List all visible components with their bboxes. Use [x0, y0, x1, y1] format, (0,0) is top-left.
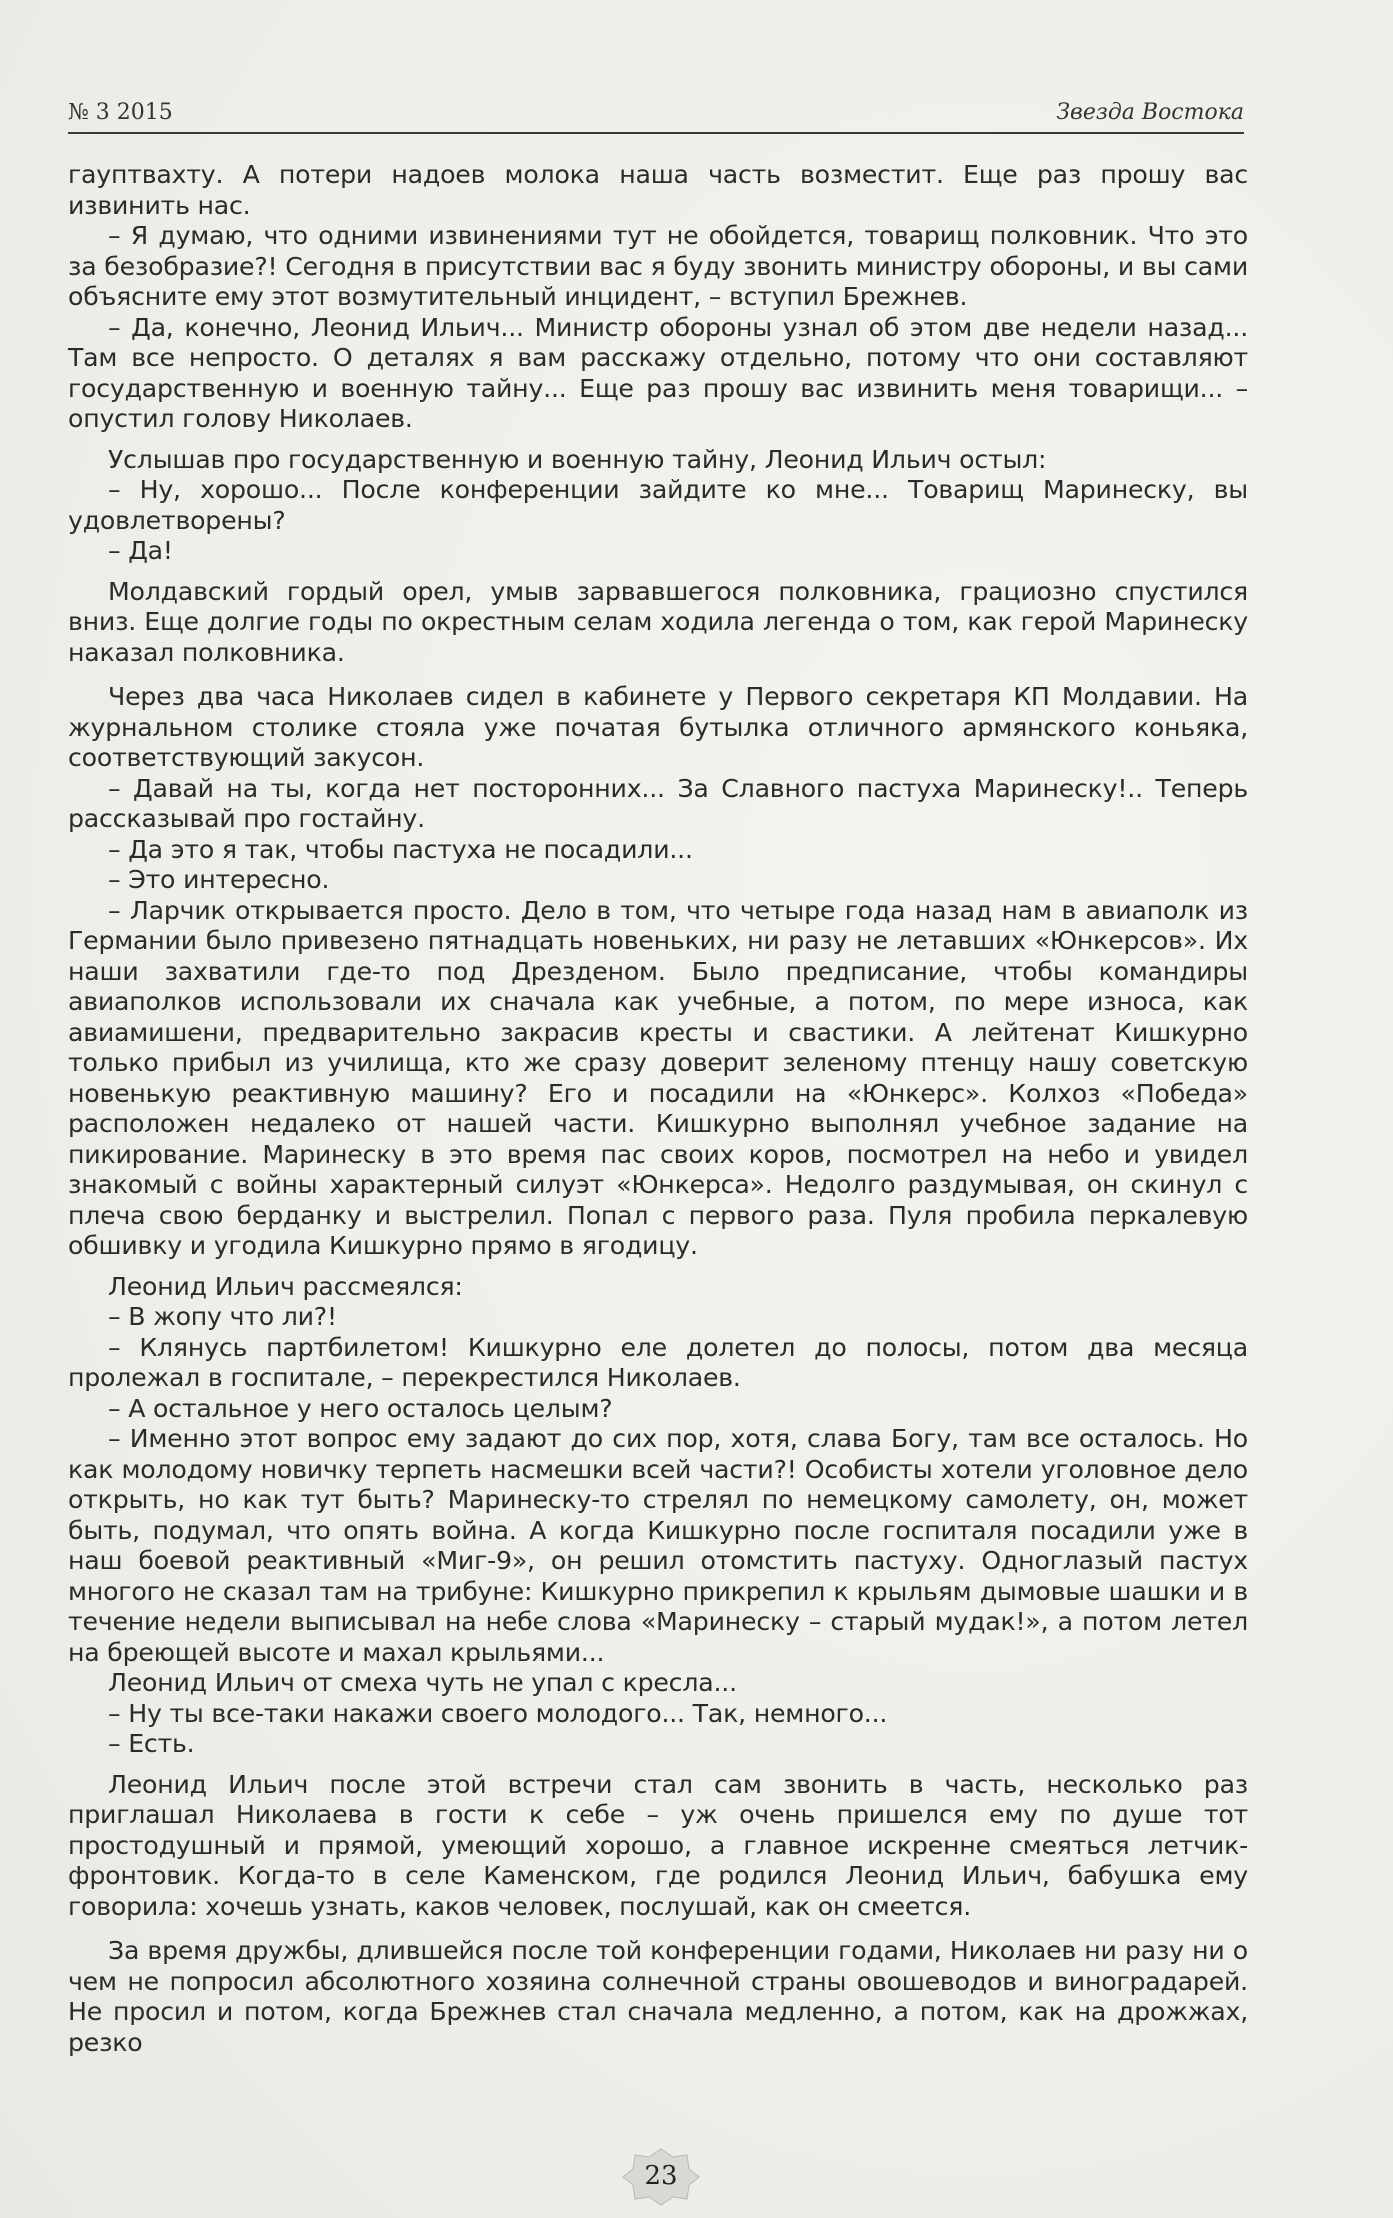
- paragraph: гауптвахту. А потери надоев молока наша часть возместит. Еще раз прошу вас извинить нас.: [68, 160, 1248, 220]
- paragraph: За время дружбы, длившейся после той конференции годами, Николаев ни разу ни о чем не попросил абсолютного хозяина солнечной страны овошеводов и виноградарей. Не просил и потом, когда Брежнев стал сначала медленно, а потом, как на дрожжах, резко: [68, 1936, 1248, 2057]
- running-header: [68, 96, 1244, 134]
- page-number: 23: [644, 2161, 678, 2191]
- paragraph: – Ну ты все-таки накажи своего молодого... Так, немного...: [108, 1698, 888, 1728]
- paragraph: – Есть.: [108, 1729, 195, 1758]
- paragraph: Леонид Ильич после этой встречи стал сам звонить в часть, несколько раз приглашал Николаева в гости к себе – уж очень пришелся ему по душе тот простодушный и прямой, умеющий хорошо, а главное искренне смеяться летчик-фронтовик. Когда-то в селе Каменском, где родился Леонид Ильич, бабушка ему говорила: хочешь узнать, каков человек, послушай, как он смеется.: [68, 1769, 1248, 1921]
- journal-title: Звезда Востока: [1056, 100, 1244, 125]
- article-body: [68, 160, 1248, 2058]
- paragraph: Леонид Ильич рассмеялся:: [108, 1271, 463, 1301]
- issue-number: № 3 2015: [68, 100, 173, 125]
- paragraph: – Я думаю, что одними извинениями тут не обойдется, товарищ полковник. Что это за безобразие?! Сегодня в присутствии вас я буду звонить министру обороны, и вы сами объясните ему этот возмутительный инцидент, – вступил Брежнев.: [68, 221, 1248, 311]
- paragraph: – Да, конечно, Леонид Ильич... Министр обороны узнал об этом две недели назад... Там все непросто. О деталях я вам расскажу отдельно, потому что они составляют государственную и военную тайну... Еще раз прошу вас извинить меня товарищи... – опустил голову Николаев.: [68, 312, 1248, 433]
- paragraph: – Да!: [108, 536, 173, 565]
- paragraph: Леонид Ильич от смеха чуть не упал с кресла...: [108, 1668, 737, 1697]
- paragraph: – В жопу что ли?!: [108, 1302, 337, 1331]
- paragraph: Через два часа Николаев сидел в кабинете у Первого секретаря КП Молдавии. На журнальном столике стояла уже початая бутылка отличного армянского коньяка, соответствующий закусон.: [68, 682, 1248, 772]
- paragraph: – Это интересно.: [108, 865, 330, 894]
- paragraph: – Давай на ты, когда нет посторонних... За Славного пастуха Маринеску!.. Теперь рассказывай про гостайну.: [68, 773, 1248, 833]
- paragraph: – Да это я так, чтобы пастуха не посадили...: [108, 834, 693, 864]
- paragraph: – Ну, хорошо... После конференции зайдите ко мне... Товарищ Маринеску, вы удовлетворены?: [68, 475, 1248, 535]
- paragraph: Услышав про государственную и военную тайну, Леонид Ильич остыл:: [108, 444, 1047, 474]
- paragraph: – Ларчик открывается просто. Дело в том, что четыре года назад нам в авиаполк из Германии было привезено пятнадцать новеньких, ни разу не летавших «Юнкерсов». Их наши захватили где-то под Дрезденом. Было предписание, чтобы командиры авиаполков использовали их сначала как учебные, а потом, по мере износа, как авиамишени, предварительно закрасив кресты и свастики. А лейтенат Кишкурно только прибыл из училища, кто же сразу доверит зеленому птенцу нашу советскую новенькую реактивную машину? Его и посадили на «Юнкерс». Колхоз «Победа» расположен недалеко от нашей части. Кишкурно выполнял учебное задание на пикирование. Маринеску в это время пас своих коров, посмотрел на небо и увидел знакомый с войны характерный силуэт «Юнкерса». Недолго раздумывая, он скинул с плеча свою берданку и выстрелил. Попал с первого раза. Пуля пробила перкалевую обшивку и угодила Кишкурно прямо в ягодицу.: [68, 895, 1248, 1260]
- paragraph: – Именно этот вопрос ему задают до сих пор, хотя, слава Богу, там все осталось. Но как молодому новичку терпеть насмешки всей части?! Особисты хотели уголовное дело открыть, но как тут быть? Маринеску-то стрелял по немецкому самолету, он, может быть, подумал, что опять война. А когда Кишкурно после госпиталя посадили уже в наш боевой реактивный «Миг-9», он решил отомстить пастуху. Одноглазый пастух многого не сказал там на трибуне: Кишкурно прикрепил к крыльям дымовые шашки и в течение недели выписывал на небе слова «Маринеску – старый мудак!», а потом летел на бреющей высоте и махал крыльями...: [68, 1424, 1248, 1667]
- paragraph: – Клянусь партбилетом! Кишкурно еле долетел до полосы, потом два месяца пролежал в госпитале, – перекрестился Николаев.: [68, 1332, 1248, 1392]
- page-number-badge: [621, 2147, 701, 2207]
- paragraph: – А остальное у него осталось целым?: [108, 1393, 613, 1423]
- paragraph: Молдавский гордый орел, умыв зарвавшегося полковника, грациозно спустился вниз. Еще долгие годы по окрестным селам ходила легенда о том, как герой Маринеску наказал полковника.: [68, 576, 1248, 667]
